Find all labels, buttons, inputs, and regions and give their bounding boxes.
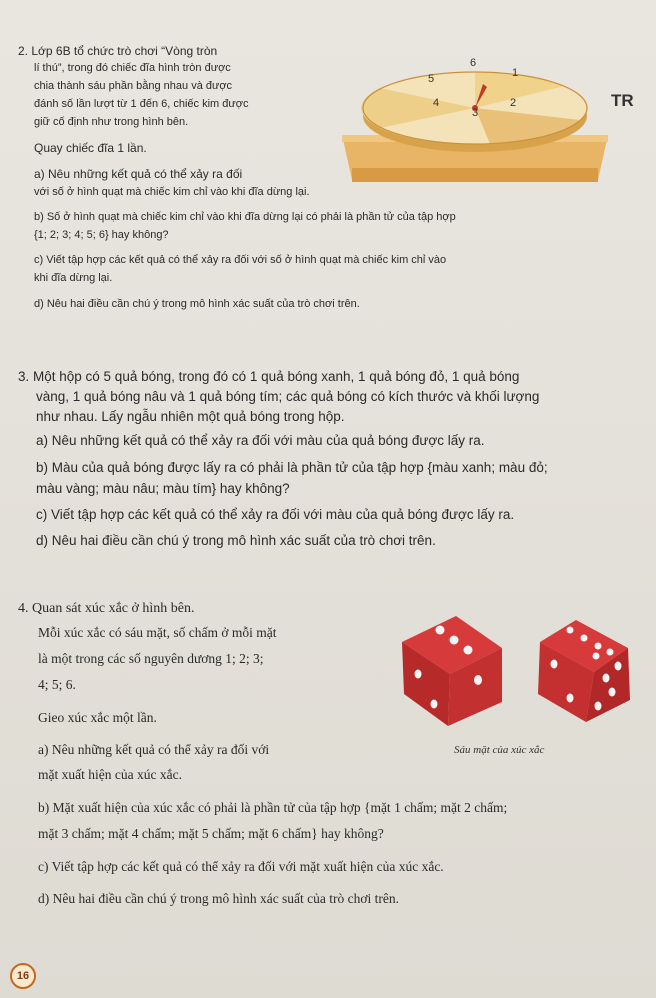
ex4-question-b: b) Mặt xuất hiện của xúc xắc có phải là phần tử của tập hợp {mặt 1 chấm; mặt 2 chấm; [38,800,508,815]
ex4-question-d: d) Nêu hai điều cần chú ý trong mô hình xác suất của trò chơi trên. [38,891,400,906]
ex4-question-a-cont: mặt xuất hiện của xúc xắc. [38,767,182,782]
ex3-question-a: a) Nêu những kết quả có thể xảy ra đối với màu của quả bóng được lấy ra. [36,433,485,448]
wheel-number: 4 [433,97,440,109]
ex3-line: như nhau. Lấy ngẫu nhiên một quả bóng trong hộp. [36,409,345,424]
side-label: TR [611,91,634,110]
ex2-question-d: d) Nêu hai điều cần chú ý trong mô hình xác suất của trò chơi trên. [34,298,360,310]
ex2-question-c-cont: khi đĩa dừng lại. [34,272,113,284]
ex2-question-b-cont: {1; 2; 3; 4; 5; 6} hay không? [34,229,169,241]
ex4-question-c: c) Viết tập hợp các kết quả có thể xảy ra đối với mặt xuất hiện của xúc xắc. [38,859,444,874]
dice-caption: Sáu mặt của xúc xắc [454,744,545,756]
ex4-line: là một trong các số nguyên dương 1; 2; 3; [38,651,264,666]
wheel-number: 1 [512,67,519,79]
die-left [402,616,502,726]
ex2-line: giữ cố định như trong hình bên. [34,116,189,128]
ex2-question-b: b) Số ở hình quạt mà chiếc kim chỉ vào khi đĩa dừng lại có phải là phần tử của tập hợp [34,211,456,223]
wheel-number: 3 [472,107,479,119]
wheel-number: 6 [470,57,477,69]
spinning-wheel-illustration [340,50,610,185]
ex2-question-a-cont: với số ở hình quạt mà chiếc kim chỉ vào khi đĩa dừng lại. [34,186,310,198]
ex2-question-c: c) Viết tập hợp các kết quả có thể xảy ra đối với số ở hình quạt mà chiếc kim chỉ vào [34,254,447,266]
ex3-question-b: b) Màu của quả bóng được lấy ra có phải là phần tử của tập hợp {màu xanh; màu đỏ; [36,460,548,475]
ex4-question-a: a) Nêu những kết quả có thể xảy ra đối với [38,742,270,757]
ex2-question-a: a) Nêu những kết quả có thể xảy ra đối [34,167,243,181]
ex4-line: 4; 5; 6. [38,677,76,692]
ex3-heading: 3. Một hộp có 5 quả bóng, trong đó có 1 quả bóng xanh, 1 quả bóng đỏ, 1 quả bóng [18,369,520,384]
ex2-line: chia thành sáu phần bằng nhau và được [34,80,233,92]
wheel-number: 5 [428,73,435,85]
ex4-instruction: Gieo xúc xắc một lần. [38,710,157,725]
ex3-question-b-cont: màu vàng; màu nâu; màu tím} hay không? [36,481,290,496]
ex4-line: Mỗi xúc xắc có sáu mặt, số chấm ở mỗi mặt [38,625,277,640]
ex4-question-b-cont: mặt 3 chấm; mặt 4 chấm; mặt 5 chấm; mặt 6 chấm} hay không? [38,826,384,841]
ex2-heading: 2. Lớp 6B tổ chức trò chơi “Vòng tròn [18,44,218,58]
ex3-line: vàng, 1 quả bóng nâu và 1 quả bóng tím; các quả bóng có kích thước và khối lượng [36,389,540,404]
ex4-heading: 4. Quan sát xúc xắc ở hình bên. [18,601,195,616]
ex3-question-c: c) Viết tập hợp các kết quả có thể xảy ra đối với màu của quả bóng được lấy ra. [36,507,515,522]
ex2-line: lí thú”, trong đó chiếc đĩa hình tròn được [34,62,231,74]
ex2-instruction: Quay chiếc đĩa 1 lần. [34,141,147,155]
dice-illustration [398,608,634,736]
ex2-line: đánh số lần lượt từ 1 đến 6, chiếc kim được [34,98,249,110]
page-number: 16 [10,963,36,989]
wheel-number: 2 [510,97,517,109]
die-right [538,620,630,722]
ex3-question-d: d) Nêu hai điều cần chú ý trong mô hình xác suất của trò chơi trên. [36,533,436,548]
